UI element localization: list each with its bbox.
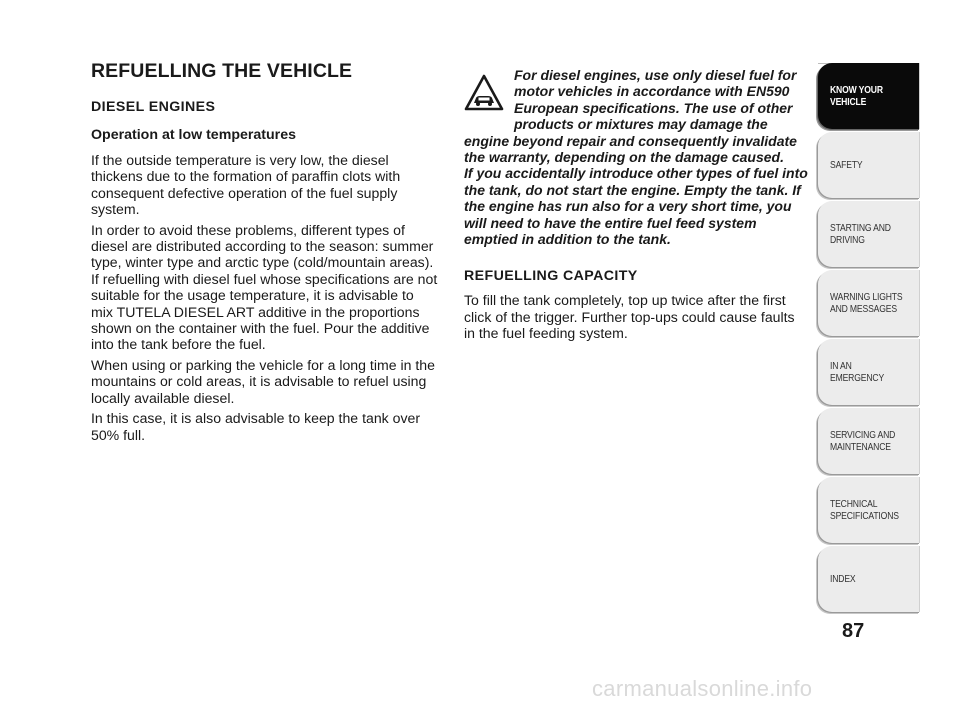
tab-in-an-emergency[interactable]: IN AN EMERGENCY xyxy=(818,339,920,405)
subsection-heading: Operation at low temperatures xyxy=(91,127,296,143)
capacity-text: To fill the tank completely, top up twice after the first click of the trigger. Further top-ups could cause faults in the fuel feeding system. xyxy=(464,292,795,342)
capacity-heading: REFUELLING CAPACITY xyxy=(464,268,638,285)
tab-servicing[interactable]: SERVICING AND MAINTENANCE xyxy=(818,408,920,474)
tab-safety[interactable]: SAFETY xyxy=(818,132,920,198)
warning-text-2: If you accidentally introduce other types of fuel into the tank, do not start the engine. Empty the tank. If the engine has run also for a very short time, you will need to have the entire fuel feed system emptied in addition to the tank. xyxy=(464,165,808,248)
tab-warning-lights[interactable]: WARNING LIGHTS AND MESSAGES xyxy=(818,270,920,336)
chapter-tabs xyxy=(818,63,920,615)
paragraph-2: In order to avoid these problems, different types of diesel are distributed according to the season: summer type, winter type and arctic type (cold/mountain areas). If refuelling with diesel fuel whose specifications are not suitable for the usage temperature, it is advisable to mix TUTELA DIESEL ART additive in the proportions shown on the container with the fuel. Pour the additive into the tank before the fuel. xyxy=(91,221,438,353)
tab-technical-specifications[interactable]: TECHNICAL SPECIFICATIONS xyxy=(818,477,920,543)
tab-know-your-vehicle[interactable]: KNOW YOUR VEHICLE xyxy=(818,63,920,129)
watermark: carmanualsonline.info xyxy=(592,676,813,701)
warning-triangle-car-icon xyxy=(464,73,504,117)
tab-starting-and-driving[interactable]: STARTING AND DRIVING xyxy=(818,201,920,267)
paragraph-3: When using or parking the vehicle for a long time in the mountains or cold areas, it is advisable to refuel using locally available diesel. xyxy=(91,356,435,406)
tab-index[interactable]: INDEX xyxy=(818,546,920,612)
paragraph-4: In this case, it is also advisable to keep the tank over 50% full. xyxy=(91,410,421,443)
page-title: REFUELLING THE VEHICLE xyxy=(91,60,353,82)
page-number: 87 xyxy=(842,620,865,642)
right-column xyxy=(464,67,809,346)
paragraph-1: If the outside temperature is very low, the diesel thickens due to the formation of paraffin clots with consequent defective operation of the fuel supply system. xyxy=(91,152,401,218)
warning-text-1: For diesel engines, use only diesel fuel for motor vehicles in accordance with EN590 European specifications. The use of other products or mixtures may damage the engine beyond repair and consequently invalidate the warranty, depending on the damage caused. xyxy=(464,67,797,166)
section-heading: DIESEL ENGINES xyxy=(91,99,216,115)
warning-box xyxy=(464,67,809,247)
left-column xyxy=(91,58,439,447)
